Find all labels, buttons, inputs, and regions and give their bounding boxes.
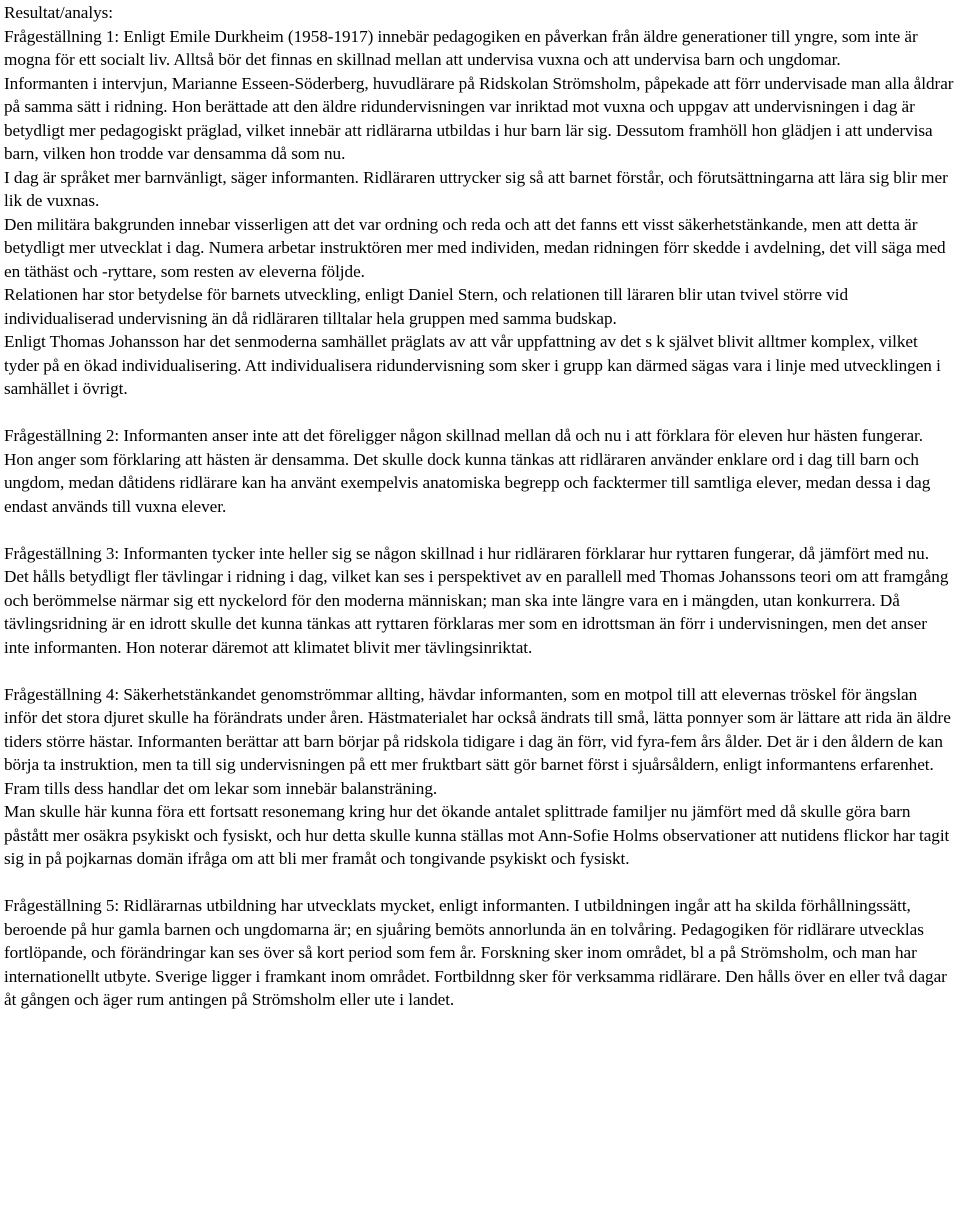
paragraph-military-background: Den militära bakgrunden innebar visserligen att det var ordning och reda och att det fanns ett visst säkerhetstänkande, men att detta är betydligt mer utvecklat i dag. Numera arbetar instruktören mer med individen, medan ridningen förr skedde i avdelning, det vill säga med en täthäst och -ryttare, som resten av eleverna följde. xyxy=(4,214,946,281)
paragraph-spacer xyxy=(4,401,954,425)
paragraph-child-friendly-language: I dag är språket mer barnvänligt, säger informanten. Ridläraren uttrycker sig så att barnet förstår, och förutsättningarna att lära sig blir mer lik de vuxnas. xyxy=(4,167,948,210)
paragraph-question-3: Frågeställning 3: Informanten tycker inte heller sig se någon skillnad i hur ridläraren förklarar hur ryttaren fungerar, då jämfört med nu. Det hålls betydligt fler tävlingar i ridning i dag, vilket kan ses i perspektivet av en parallell med Thomas Johanssons teori om att framgång och berömmelse närmar sig ett nyckelord för den moderna människan; man ska inte längre vara en i mängden, utan konkurrera. Då tävlingsridning är en idrott skulle det kunna tänkas att ryttaren förklaras mer som en idrottsman än förr i undervisningen, men det anser inte informanten. Hon noterar däremot att klimatet blivit mer tävlingsinriktat. xyxy=(4,543,949,657)
paragraph-spacer xyxy=(4,659,954,683)
paragraph-question-2: Frågeställning 2: Informanten anser inte att det föreligger någon skillnad mellan då och nu i att förklara för eleven hur hästen fungerar. Hon anger som förklaring att hästen är densamma. Det skulle dock kunna tänkas att ridläraren använder enklare ord i dag till barn och ungdom, medan dåtidens ridlärare kan ha använt exempelvis anatomiska begrepp och facktermer till samtliga elever, medan dessa i dag endast används till vuxna elever. xyxy=(4,426,931,516)
paragraph-question-1: Frågeställning 1: Enligt Emile Durkheim (1958-1917) innebär pedagogiken en påverkan från äldre generationer till yngre, som inte är mogna för ett socialt liv. Alltså bör det finnas en skillnad mellan att undervisa vuxna och att undervisa barn och ungdomar. xyxy=(4,26,918,69)
paragraph-relationship: Relationen har stor betydelse för barnets utveckling, enligt Daniel Stern, och relationen till läraren blir utan tvivel större vid individualiserad undervisning än då ridläraren tilltalar hela gruppen med samma budskap. xyxy=(4,285,849,328)
paragraph-spacer xyxy=(4,871,954,895)
paragraph-informant-interview: Informanten i intervjun, Marianne Esseen-Söderberg, huvudlärare på Ridskolan Strömsholm, påpekade att förr undervisade man alla åldrar på samma sätt i ridning. Hon berättade att den äldre ridundervisningen var inriktad mot vuxna och uppgav att undervisningen i dag är betydligt mer pedagogiskt präglad, vilket innebär att ridlärarna utbildas i hur barn lär sig. Dessutom framhöll hon glädjen i att undervisa barn, vilken hon trodde var densamma då som nu. xyxy=(4,73,954,163)
paragraph-individualisation: Enligt Thomas Johansson har det senmoderna samhället präglats av att vår uppfattning av det s k självet blivit alltmer komplex, vilket tyder på en ökad individualisering. Att individualisera ridundervisning som sker i grupp kan därmed sägas vara i linje med utvecklingen i samhället i övrigt. xyxy=(4,332,941,398)
paragraph-question-5: Frågeställning 5: Ridlärarnas utbildning har utvecklats mycket, enligt informanten. I utbildningen ingår att ha skilda förhållningssätt, beroende på hur gamla barnen och ungdomarna är; en sjuåring bemöts annorlunda än en tolvåring. Pedagogiken för ridlärare utvecklas fortlöpande, och förändringar kan ses över så kort period som fem år. Forskning sker inom området, bl a på Strömsholm, och man har internationellt utbyte. Sverige ligger i framkant inom området. Fortbildnng sker för verksamma ridlärare. Den hålls över en eller två dagar åt gången och äger rum antingen på Strömsholm eller ute i landet. xyxy=(4,896,947,1009)
section-heading: Resultat/analys: xyxy=(4,3,113,22)
paragraph-further-reasoning: Man skulle här kunna föra ett fortsatt resonemang kring hur det ökande antalet splittrade familjer nu jämfört med då skulle göra barn påstått mer osäkra psykiskt och fysiskt, och hur detta skulle kunna ställas mot Ann-Sofie Holms observationer att nutidens flickor har tagit sig in på pojkarnas domän ifråga om att bli mer framåt och tongivande psykiskt och fysiskt. xyxy=(4,802,950,868)
paragraph-spacer xyxy=(4,518,954,542)
paragraph-question-4: Frågeställning 4: Säkerhetstänkandet genomströmmar allting, hävdar informanten, som en motpol till att elevernas tröskel för ängslan inför det stora djuret skulle ha förändrats under åren. Hästmaterialet har också ändrats till små, lätta ponnyer som är lättare att rida än äldre tiders större hästar. Informanten berättar att barn börjar på ridskola tidigare i dag än förr, vid fyra-fem års ålder. Det är i den åldern de kan börja ta instruktion, men ta till sig undervisningen på ett mer fruktbart sätt gör barnet först i sjuårsåldern, enligt informantens erfarenhet. Fram tills dess handlar det om lekar som innebär balansträning. xyxy=(4,684,951,798)
